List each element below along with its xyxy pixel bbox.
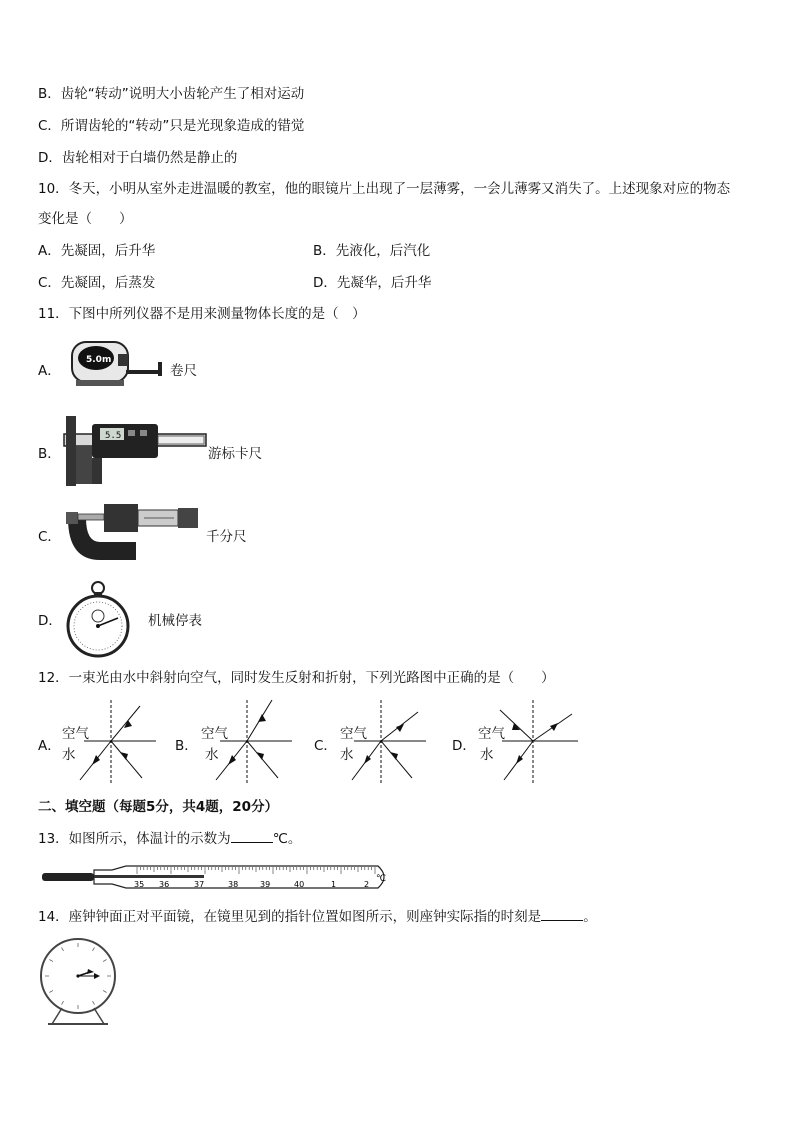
q10-stem-line2: 变化是（ ）: [38, 211, 133, 227]
q12-letter-c: C．: [314, 738, 337, 754]
q10-option-d: D．先凝华，后升华: [313, 275, 432, 291]
q12-letter-b: B．: [175, 738, 198, 754]
q11-letter-c: C．: [38, 529, 61, 545]
q11-letter-a: A．: [38, 363, 61, 379]
q11-letter-d: D．: [38, 613, 62, 629]
tape-sticker-text: 5.0m: [86, 355, 112, 365]
q12-diagram-a: [70, 700, 162, 784]
q12-d-air: 空气: [478, 726, 505, 742]
scale-38: 38: [228, 880, 239, 889]
q12-letter-d: D．: [452, 738, 476, 754]
clinical-thermometer-image: [42, 864, 392, 892]
micrometer-image: [64, 502, 204, 566]
q10-option-a: A．先凝固，后升华: [38, 243, 156, 259]
stopwatch-image: [66, 578, 142, 660]
q12-stem: 12．一束光由水中斜射向空气，同时发生反射和折射，下列光路图中正确的是（ ）: [38, 670, 555, 686]
q10-stem-line1: 10．冬天，小明从室外走进温暖的教室，他的眼镜片上出现了一层薄雾，一会儿薄雾又消失了。上述现象对应的物态: [38, 181, 731, 197]
q12-diagram-c: [340, 700, 432, 784]
q13-stem-after: ℃。: [272, 831, 302, 847]
scale-35: 35: [134, 880, 145, 889]
q14-stem-after: 。: [583, 909, 597, 925]
q12-c-water: 水: [340, 747, 354, 763]
q14-stem-before: 14．座钟钟面正对平面镜，在镜里见到的指针位置如图所示，则座钟实际指的时刻是: [38, 909, 542, 925]
q9-option-d: D．齿轮相对于白墙仍然是静止的: [38, 150, 238, 166]
section-title-fill-in: 二、填空题（每题5分，共4题，20分）: [38, 799, 279, 815]
q11-name-d: 机械停表: [148, 613, 202, 629]
q9-option-c: C．所谓齿轮的“转动”只是光现象造成的错觉: [38, 118, 305, 134]
q13-stem-before: 13．如图所示，体温计的示数为: [38, 831, 231, 847]
desk-clock-image: [38, 936, 118, 1026]
scale-42: 2: [364, 880, 370, 889]
q12-a-air: 空气: [62, 726, 89, 742]
caliper-display-text: 5.5: [105, 431, 122, 441]
scale-unit: ℃: [376, 874, 387, 884]
q14-answer-blank: [541, 908, 583, 921]
vernier-caliper-image: [62, 414, 208, 488]
q12-d-water: 水: [480, 747, 494, 763]
q9-option-b: B．齿轮“转动”说明大小齿轮产生了相对运动: [38, 86, 305, 102]
scale-40: 40: [294, 880, 305, 889]
scale-41: 1: [331, 880, 337, 889]
q13-stem: [38, 827, 301, 847]
q14-stem: [38, 905, 597, 925]
scale-36: 36: [159, 880, 170, 889]
q11-name-c: 千分尺: [206, 529, 247, 545]
scale-37: 37: [194, 880, 205, 889]
q11-name-a: 卷尺: [170, 363, 197, 379]
q12-diagram-d: [492, 700, 584, 784]
q12-letter-a: A．: [38, 738, 61, 754]
q10-option-b: B．先液化，后汽化: [313, 243, 431, 259]
q12-diagram-b: [206, 700, 298, 784]
q12-c-air: 空气: [340, 726, 367, 742]
q12-b-air: 空气: [201, 726, 228, 742]
scale-39: 39: [260, 880, 271, 889]
q12-b-water: 水: [205, 747, 219, 763]
tape-measure-image: [68, 336, 168, 394]
q13-answer-blank: [231, 830, 273, 843]
q12-a-water: 水: [62, 747, 76, 763]
q11-letter-b: B．: [38, 446, 61, 462]
q11-name-b: 游标卡尺: [208, 446, 262, 462]
q10-option-c: C．先凝固，后蒸发: [38, 275, 156, 291]
q11-stem: 11．下图中所列仪器不是用来测量物体长度的是（ ）: [38, 306, 366, 322]
